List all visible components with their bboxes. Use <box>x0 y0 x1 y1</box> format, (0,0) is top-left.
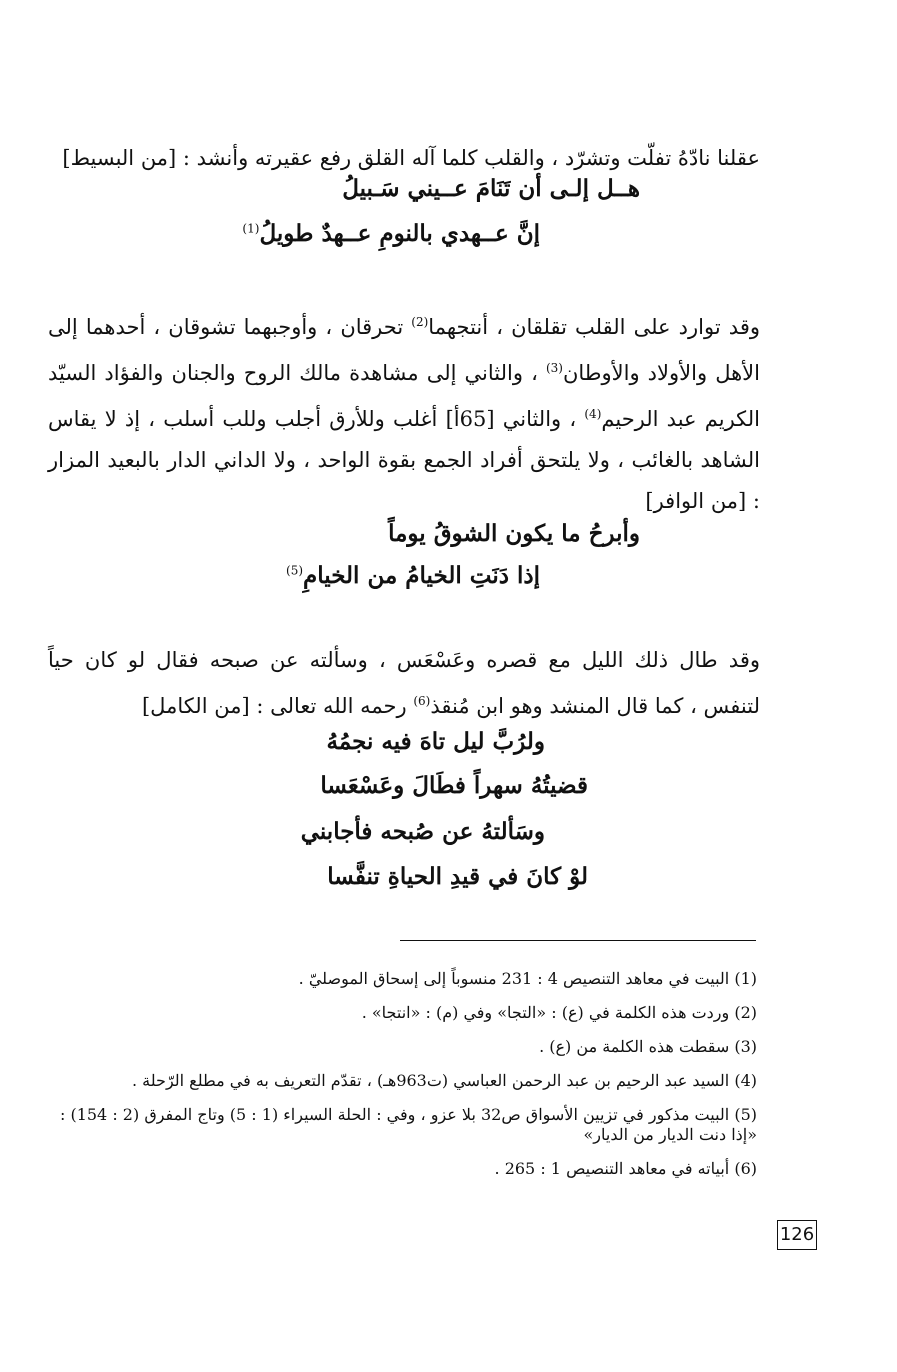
verse-2-text: إنَّ عــهدي بالنومِ عــهدٌ طويلُ <box>259 220 540 247</box>
paragraph-3-part-b: رحمه الله تعالى : [من الكامل] <box>141 694 414 718</box>
paragraph-2-part-a: وقد توارد على القلب تقلقان ، أنتجهما <box>428 315 760 339</box>
paragraph-2-part-d: ، والثاني [65أ] أغلب وللأرق أجلب وللب أسلب ، إذ لا يقاس الشاهد بالغائب ، ولا يلتحق أفراد الجمع بقوة الواحد ، ولا الداني الدار بالبعيد المزار : [من الوافر] <box>48 407 760 513</box>
paragraph-3 <box>48 640 760 727</box>
paragraph-2-part-b: تحرقان ، وأوجبهما تشوقان ، أحدهما إلى الأهل والأولاد والأوطان <box>48 315 760 385</box>
footnote-4: (4) السيد عبد الرحيم بن عبد الرحمن العباسي (ت963هـ) ، تقدّم التعريف به في مطلع الرّحلة . <box>132 1071 757 1090</box>
verse-3: وأبرحُ ما يكون الشوقُ يوماً <box>388 520 640 547</box>
footnote-ref-4: (4) <box>584 407 602 421</box>
paragraph-2-part-c: ، والثاني إلى مشاهدة مالك الروح والجنان والفؤاد السيّد الكريم عبد الرحيم <box>48 361 761 431</box>
paragraph-1: عقلنا نادّهُ تفلّت وتشرّد ، والقلب كلما آله القلق رفع عقيرته وأنشد : [من البسيط] <box>62 146 760 170</box>
paragraph-2 <box>48 302 760 522</box>
footnote-3: (3) سقطت هذه الكلمة من (ع) . <box>539 1037 757 1056</box>
verse-6: قضيتُهُ سهراً فطَالَ وعَسْعَسا <box>320 772 588 799</box>
verse-4 <box>286 562 540 589</box>
verse-2 <box>242 220 540 247</box>
page-number: 126 <box>777 1220 817 1250</box>
footnote-divider <box>400 940 756 941</box>
verse-4-text: إذا دَنَتِ الخيامُ من الخيامِ <box>303 562 540 589</box>
verse-8: لوْ كانَ في قيدِ الحياةِ تنفَّسا <box>327 863 588 890</box>
verse-7: وسَألتهُ عن صُبحه فأجابني <box>300 818 545 845</box>
footnote-6: (6) أبياته في معاهد التنصيص 1 : 265 . <box>494 1159 757 1178</box>
footnote-ref-1: (1) <box>242 221 260 236</box>
footnote-5: (5) البيت مذكور في تزيين الأسواق ص32 بلا عزو ، وفي : الحلة السيراء (1 : 5) وتاج المفرق (2 : 154) : «إذا دنت الديار من الديار» <box>59 1105 757 1144</box>
footnote-ref-5: (5) <box>286 563 304 578</box>
verse-5: ولرُبَّ ليل تاهَ فيه نجمُهُ <box>326 728 545 755</box>
footnote-ref-2: (2) <box>411 315 429 329</box>
footnote-2: (2) وردت هذه الكلمة في (ع) : «التجا» وفي (م) : «انتجا» . <box>361 1003 757 1022</box>
footnote-ref-3: (3) <box>545 361 563 375</box>
paragraph-3-part-a: وقد طال ذلك الليل مع قصره وعَسْعَس ، وسألته عن صبحه فقال لو كان حياً لتنفس ، كما قال المنشد وهو ابن مُنقذ <box>48 648 760 718</box>
footnote-ref-6: (6) <box>413 694 431 708</box>
footnotes <box>47 962 757 1186</box>
verse-1: هــل إلـى أن تَنَامَ عــيني سَـبيلُ <box>342 175 640 202</box>
footnote-1: (1) البيت في معاهد التنصيص 4 : 231 منسوباً إلى إسحاق الموصليّ . <box>298 969 757 988</box>
